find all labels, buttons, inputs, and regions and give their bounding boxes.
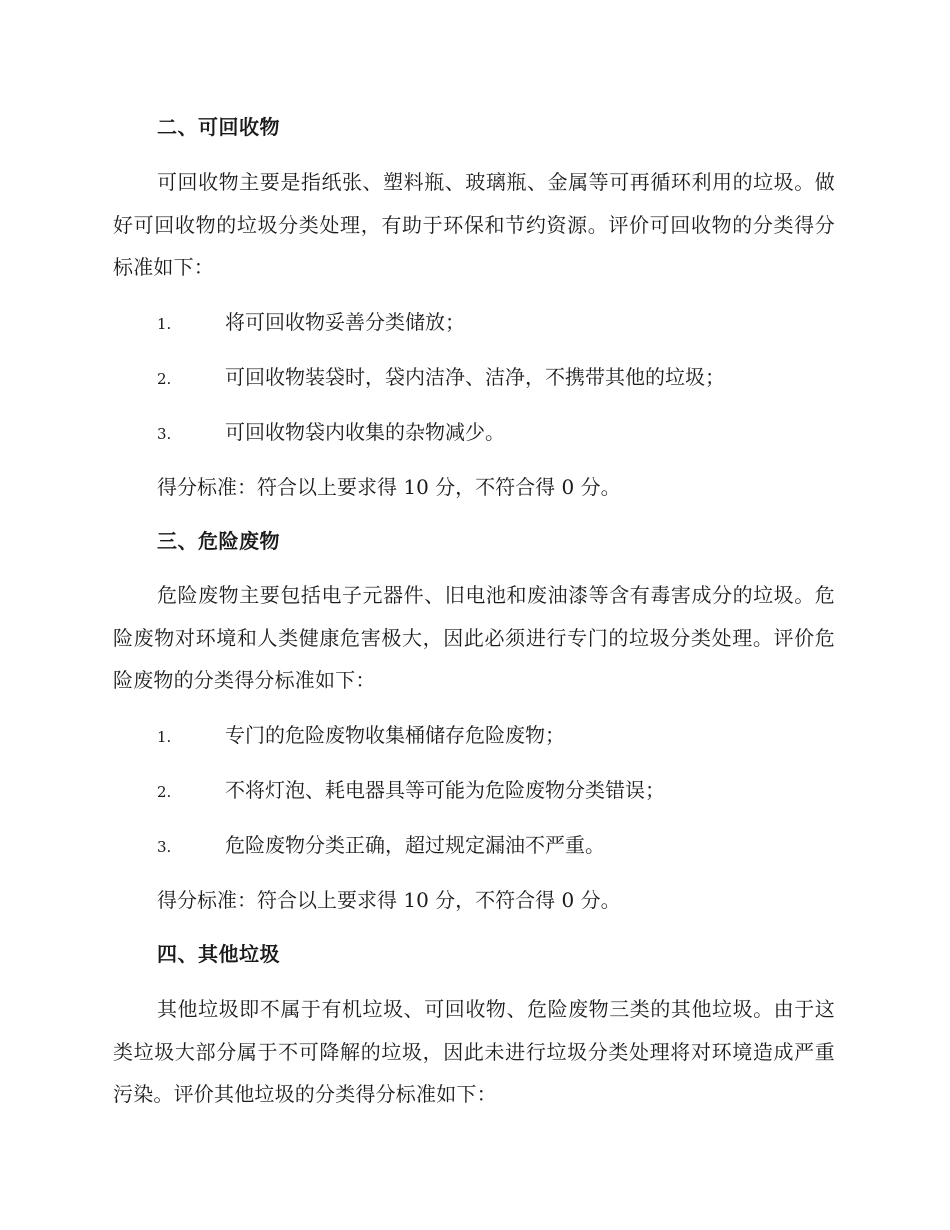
list-item — [157, 419, 505, 447]
section-heading-hazardous: 三、危险废物 — [157, 529, 280, 553]
list-item-number: 2. — [157, 783, 172, 801]
list-item — [157, 777, 665, 805]
list-item-number: 2. — [157, 370, 172, 388]
list-item — [157, 309, 465, 337]
list-item — [157, 722, 565, 750]
list-item-number: 1. — [157, 728, 172, 746]
list-item-text: 不将灯泡、耗电器具等可能为危险废物分类错误； — [225, 778, 665, 802]
section-heading-recyclables: 二、可回收物 — [157, 115, 280, 139]
list-item-text: 可回收物装袋时，袋内洁净、洁净，不携带其他的垃圾； — [225, 365, 725, 389]
list-item — [157, 832, 605, 860]
list-item-text: 专门的危险废物收集桶储存危险废物； — [225, 723, 565, 747]
list-item-number: 3. — [157, 425, 172, 443]
list-item — [157, 364, 725, 392]
section-heading-other-waste: 四、其他垃圾 — [157, 942, 280, 966]
section-intro-hazardous: 危险废物主要包括电子元器件、旧电池和废油漆等含有毒害成分的垃圾。危险废物对环境和人类健康危害极大，因此必须进行专门的垃圾分类处理。评价危险废物的分类得分标准如下： — [113, 583, 835, 692]
list-item-number: 1. — [157, 315, 172, 333]
scoring-criteria: 得分标准：符合以上要求得 10 分，不符合得 0 分。 — [157, 888, 621, 912]
list-item-text: 可回收物袋内收集的杂物减少。 — [225, 420, 505, 444]
section-intro-other-waste: 其他垃圾即不属于有机垃圾、可回收物、危险废物三类的其他垃圾。由于这类垃圾大部分属于不可降解的垃圾，因此未进行垃圾分类处理将对环境造成严重污染。评价其他垃圾的分类得分标准如下： — [113, 997, 835, 1106]
list-item-number: 3. — [157, 838, 172, 856]
list-item-text: 将可回收物妥善分类储放； — [225, 310, 465, 334]
section-intro-recyclables: 可回收物主要是指纸张、塑料瓶、玻璃瓶、金属等可再循环利用的垃圾。做好可回收物的垃圾分类处理，有助于环保和节约资源。评价可回收物的分类得分标准如下： — [113, 170, 835, 279]
scoring-criteria: 得分标准：符合以上要求得 10 分，不符合得 0 分。 — [157, 475, 621, 499]
list-item-text: 危险废物分类正确，超过规定漏油不严重。 — [225, 833, 605, 857]
